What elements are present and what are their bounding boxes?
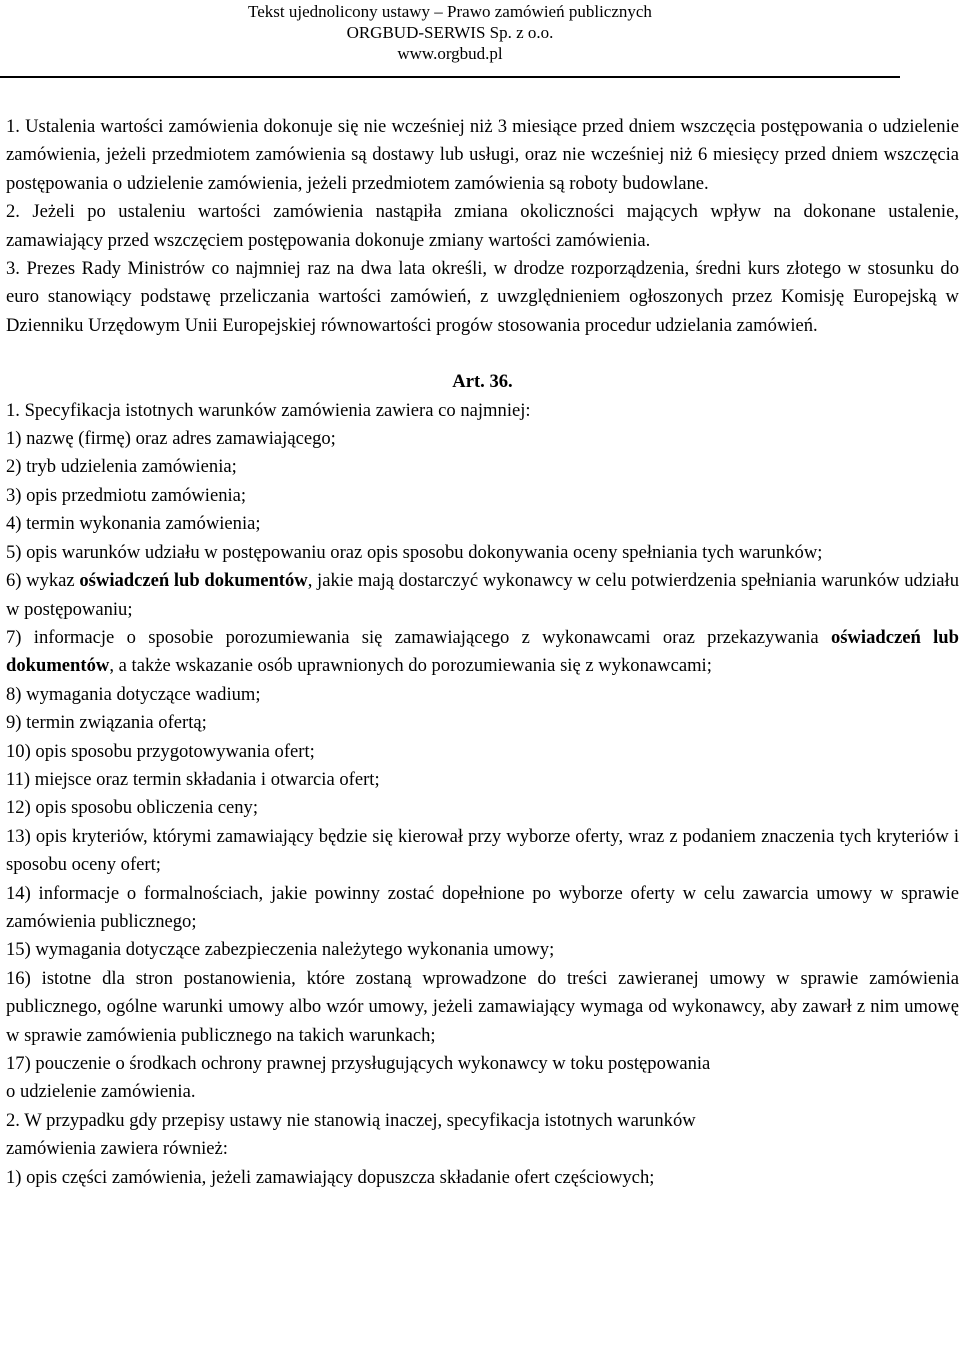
paragraph-line: 2. W przypadku gdy przepisy ustawy nie stanowią inaczej, specyfikacja istotnych warunków (6, 1109, 696, 1131)
paragraph-art36-2 (6, 1107, 959, 1164)
paragraph-line: zamówienia zawiera również: (6, 1138, 228, 1160)
paragraph-3: 3. Prezes Rady Ministrów co najmniej raz na dwa lata określi, w drodze rozporządzenia, średni kurs złotego w stosunku do euro stanowiący podstawę przeliczania wartości zamówień, z uwzględnieniem ogłoszonych przez Komisję Europejską w Dzienniku Urzędowym Unii Europejskiej równowartości progów stosowania procedur udzielania zamówień. (6, 258, 959, 336)
list-item: 9) termin związania ofertą; (6, 712, 207, 734)
item-line: o udzielenie zamówienia. (6, 1081, 196, 1103)
list-item: 8) wymagania dotyczące wadium; (6, 683, 261, 705)
item-text: , a także wskazanie osób uprawnionych do porozumiewania się z wykonawcami; (109, 655, 712, 677)
list-item: 16) istotne dla stron postanowienia, które zostaną wprowadzone do treści zawieranej umowy w sprawie zamówienia publicznego, ogólne warunki umowy albo wzór umowy, jeżeli zamawiający wymaga od wykonawcy, aby zawarł z nim umowę w sprawie zamówienia publicznego na takich warunkach; (6, 967, 959, 1046)
item-line: 17) pouczenie o środkach ochrony prawnej przysługujących wykonawcy w toku postępowania (6, 1053, 711, 1074)
list-item: 3) opis przedmiotu zamówienia; (6, 484, 247, 506)
list-item: 15) wymagania dotyczące zabezpieczenia należytego wykonania umowy; (6, 939, 555, 961)
list-item: 14) informacje o formalnościach, jakie powinny zostać dopełnione po wyborze oferty w celu zawarcia umowy w sprawie zamówienia publicznego; (6, 882, 959, 932)
list-item-6 (6, 567, 959, 624)
list-item-17 (6, 1050, 959, 1107)
item-text: 7) informacje o sposobie porozumiewania się zamawiającego z wykonawcami oraz przekazywania (6, 626, 831, 648)
list-item: 1) nazwę (firmę) oraz adres zamawiającego; (6, 428, 336, 450)
list-item: 13) opis kryteriów, którymi zamawiający będzie się kierował przy wyborze oferty, wraz z podaniem znaczenia tych kryteriów i sposobu oceny ofert; (6, 825, 959, 876)
list-item: 10) opis sposobu przygotowywania ofert; (6, 740, 315, 762)
item-text: , jakie mają dostarczyć wykonawcy w celu potwierdzenia spełniania warunków udziału w postępowaniu; (6, 570, 959, 620)
header-rule (0, 76, 900, 78)
list-item: 4) termin wykonania zamówienia; (6, 513, 261, 535)
item-bold-text: oświadczeń lub dokumentów (79, 570, 308, 592)
paragraph-1: 1. Ustalenia wartości zamówienia dokonuje się nie wcześniej niż 3 miesiące przed dniem wszczęcia postępowania o udzielenie zamówienia, jeżeli przedmiotem zamówienia są dostawy lub usługi, oraz nie wcześniej niż 6 miesięcy przed dniem wszczęcia postępowania o udzielenie zamówienia, jeżeli przedmiotem zamówienia są roboty budowlane. (6, 116, 959, 194)
list-item-7 (6, 624, 959, 681)
list-item: 2) tryb udzielenia zamówienia; (6, 456, 237, 478)
item-text: 6) wykaz (6, 570, 80, 592)
list-item: 5) opis warunków udziału w postępowaniu oraz opis sposobu dokonywania oceny spełniania tych warunków; (6, 541, 823, 563)
page-header (0, 0, 900, 64)
list-item: 12) opis sposobu obliczenia ceny; (6, 797, 258, 819)
item-bold-text: oświadczeń lub dokumentów (6, 626, 959, 677)
document-body (6, 113, 959, 1192)
paragraph-2: 2. Jeżeli po ustaleniu wartości zamówienia nastąpiła zmiana okoliczności mających wpływ na dokonane ustalenie, zamawiający przed wszczęciem postępowania dokonuje zmiany wartości zamówienia. (6, 201, 959, 251)
article-intro: 1. Specyfikacja istotnych warunków zamówienia zawiera co najmniej: (6, 399, 531, 421)
list-item: 11) miejsce oraz termin składania i otwarcia ofert; (6, 768, 380, 790)
header-company: ORGBUD-SERWIS Sp. z o.o. (346, 23, 554, 42)
header-title: Tekst ujednolicony ustawy – Prawo zamówień publicznych (248, 2, 652, 21)
list-item: 1) opis części zamówienia, jeżeli zamawiający dopuszcza składanie ofert częściowych; (6, 1166, 655, 1188)
header-website: www.orgbud.pl (397, 44, 503, 63)
article-heading: Art. 36. (452, 371, 513, 393)
